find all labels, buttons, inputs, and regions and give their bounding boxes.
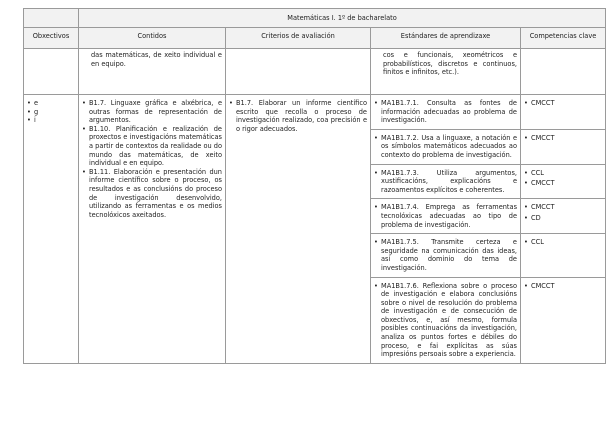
empty-corner	[24, 9, 79, 28]
list-item: • MA1B1.7.2. Usa a linguaxe, a notación e os símbolos matemáticos adecuados ao contexto do problema de investigación.	[374, 134, 517, 160]
list-item: • B1.7. Linguaxe gráfica e alxébrica, e outras formas de representación de argumentos.	[82, 99, 222, 125]
header-criteria: Criterios de avaliación	[226, 28, 371, 49]
standard-cell	[371, 95, 521, 130]
header-contents: Contidos	[79, 28, 226, 49]
list-item: • MA1B1.7.6. Reflexiona sobre o proceso de investigación e elabora conclusións sobre o nivel de resolución do problema de investigación e de consecución de obxectivos, e, así mesmo, formula posibles continuacións da investigación, analiza os puntos fortes e débiles do proceso, e fai explícitas as súas impresións persoais sobre a experiencia.	[374, 282, 517, 359]
competences-cell	[521, 95, 606, 130]
competences-cell	[521, 199, 606, 234]
standard-cell	[371, 199, 521, 234]
cont-criteria	[226, 49, 371, 95]
list-item: • MA1B1.7.5. Transmite certeza e seguridade na comunicación das ideas, así como dominio do tema de investigación.	[374, 238, 517, 272]
list-item: • e	[27, 99, 75, 108]
continuation-row	[24, 49, 606, 95]
list-item: • MA1B1.7.4. Emprega as ferramentas tecnolóxicas adecuadas ao tipo de problema de investigación.	[374, 203, 517, 229]
list-item: • CMCCT	[524, 203, 602, 212]
list-item: • CMCCT	[524, 282, 602, 291]
list-item: • CMCCT	[524, 134, 602, 143]
header-objectives: Obxectivos	[24, 28, 79, 49]
cont-competences	[521, 49, 606, 95]
list-item: • i	[27, 116, 75, 125]
list-item: • MA1B1.7.1. Consulta as fontes de información adecuadas ao problema de investigación.	[374, 99, 517, 125]
list-item: • CMCCT	[524, 179, 602, 188]
competences-cell	[521, 129, 606, 164]
standard-cell	[371, 277, 521, 363]
header-standards: Estándares de aprendizaxe	[371, 28, 521, 49]
standard-cell	[371, 129, 521, 164]
list-item: • CCL	[524, 238, 602, 247]
competences-cell	[521, 277, 606, 363]
table-title: Matemáticas I. 1º de bacharelato	[79, 9, 606, 28]
competences-cell	[521, 164, 606, 199]
header-competences: Competencias clave	[521, 28, 606, 49]
list-item: • CD	[524, 214, 602, 223]
contents-cell	[79, 95, 226, 364]
title-row	[24, 9, 606, 28]
criteria-cell	[226, 95, 371, 364]
standard-cell	[371, 234, 521, 277]
list-item: • B1.11. Elaboración e presentación dun informe científico sobre o proceso, os resultados e as conclusións do proceso de investigación desenvolvido, utilizando as ferramentas e os medios tecnolóxicos axeitados.	[82, 168, 222, 220]
cont-objectives	[24, 49, 79, 95]
list-item: • B1.10. Planificación e realización de proxectos e investigacións matemáticas a partir de contextos da realidade ou do mundo das matemáticas, de xeito individual e en equipo.	[82, 125, 222, 168]
list-item: • MA1B1.7.3. Utiliza argumentos, xustificacións, explicacións e razoamentos explícitos e coherentes.	[374, 169, 517, 195]
competences-cell	[521, 234, 606, 277]
list-item: • B1.7. Elaborar un informe científico escrito que recolla o proceso de investigación realizado, coa precisión e o rigor adecuados.	[229, 99, 367, 133]
list-item: • g	[27, 108, 75, 117]
curriculum-table	[23, 8, 606, 364]
table-row	[24, 95, 606, 130]
cont-contents: das matemáticas, de xeito individual e en equipo.	[79, 49, 226, 95]
standard-cell	[371, 164, 521, 199]
list-item: • CMCCT	[524, 99, 602, 108]
objectives-cell	[24, 95, 79, 364]
header-row	[24, 28, 606, 49]
list-item: • CCL	[524, 169, 602, 178]
cont-standards: cos e funcionais, xeométricos e probabilísticos, discretos e continuos, finitos e infinitos, etc.).	[371, 49, 521, 95]
